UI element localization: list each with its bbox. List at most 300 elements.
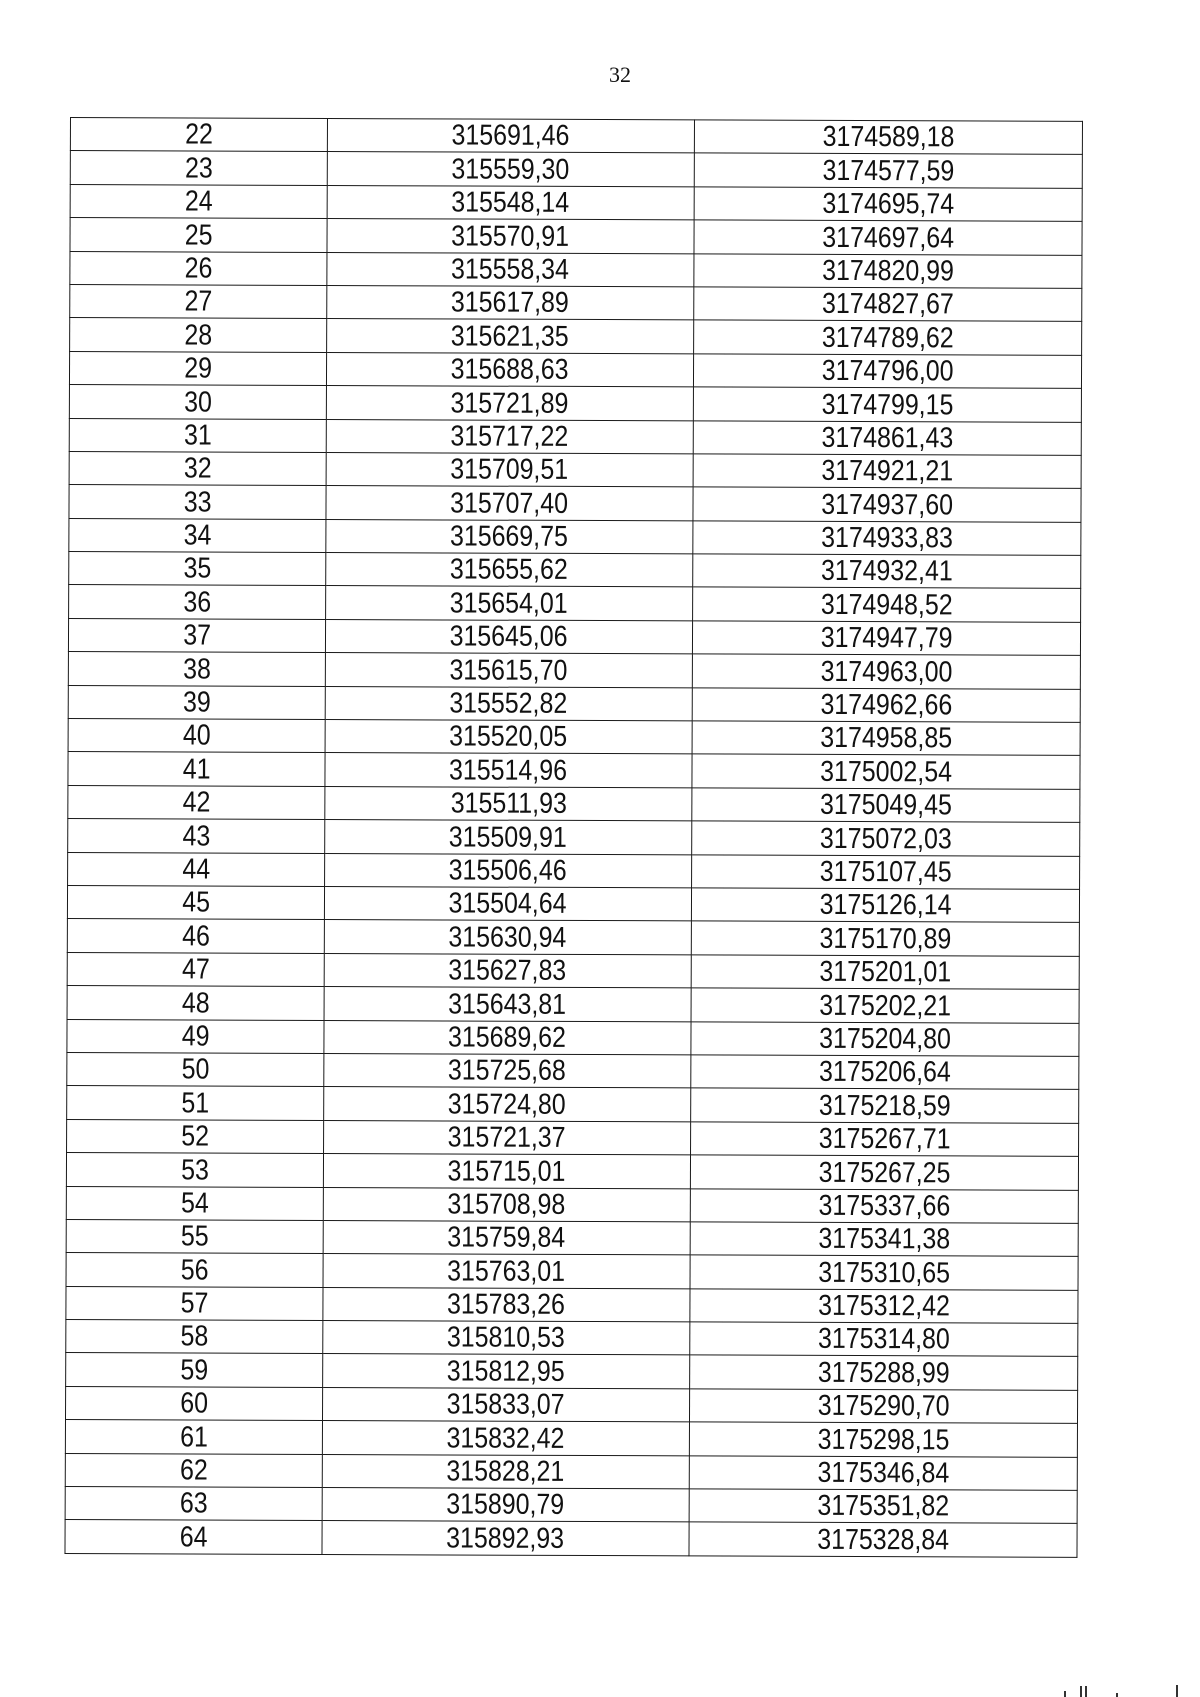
x-coordinate-cell: [322, 1487, 689, 1522]
point-number-cell: [67, 1052, 324, 1086]
x-coordinate-cell: [325, 853, 692, 888]
table-row: [68, 719, 1080, 756]
table-row: [70, 118, 1082, 155]
x-coordinate-cell: [327, 152, 694, 187]
cell-text: 315707,40: [450, 487, 569, 520]
table-row: [69, 552, 1081, 589]
point-number-cell: [66, 1253, 323, 1287]
cell-text: 38: [182, 653, 211, 686]
cell-text: 3175310,65: [818, 1256, 951, 1290]
cell-text: 62: [179, 1454, 208, 1487]
table-row: [70, 251, 1082, 288]
cell-text: 28: [184, 319, 213, 352]
cell-text: 34: [183, 519, 212, 552]
cell-text: 3175201,01: [819, 956, 952, 989]
point-number-cell: [69, 485, 326, 519]
cell-text: 315721,37: [448, 1121, 567, 1155]
cell-text: 3174962,66: [820, 688, 953, 722]
point-number-cell: [66, 1320, 323, 1354]
cell-text: 315721,89: [450, 386, 569, 420]
y-coordinate-cell: [693, 487, 1081, 522]
table-row: [66, 1219, 1078, 1256]
cell-text: 315558,34: [451, 253, 570, 286]
table-row: [69, 518, 1081, 555]
cell-text: 3175202,21: [819, 989, 952, 1022]
point-number-cell: [69, 385, 326, 419]
point-number-cell: [67, 1086, 324, 1120]
cell-text: 3175312,42: [817, 1289, 950, 1323]
point-number-cell: [67, 952, 324, 986]
x-coordinate-cell: [324, 987, 691, 1022]
cell-text: 3175346,84: [817, 1456, 950, 1490]
table-row: [68, 752, 1080, 789]
cell-text: 315691,46: [451, 119, 570, 153]
cell-text: 40: [182, 719, 211, 752]
table-row: [70, 318, 1082, 355]
cell-text: 315506,46: [449, 854, 568, 887]
x-coordinate-cell: [325, 820, 692, 855]
cell-text: 3175267,25: [818, 1156, 951, 1189]
x-coordinate-cell: [326, 419, 693, 454]
y-coordinate-cell: [691, 1088, 1079, 1123]
y-coordinate-cell: [691, 1055, 1079, 1090]
cell-text: 36: [183, 586, 212, 619]
x-coordinate-cell: [326, 352, 693, 387]
cell-text: 64: [179, 1521, 208, 1554]
cell-text: 35: [183, 552, 212, 586]
cell-text: 54: [180, 1187, 209, 1220]
y-coordinate-cell: [689, 1389, 1077, 1424]
cell-text: 61: [179, 1421, 208, 1454]
table-row: [70, 284, 1082, 321]
point-number-cell: [68, 752, 325, 786]
x-coordinate-cell: [323, 1154, 690, 1189]
table-row: [65, 1386, 1077, 1423]
point-number-cell: [69, 585, 326, 619]
cell-text: 39: [182, 686, 211, 719]
cell-text: 315717,22: [450, 420, 569, 453]
cell-text: 26: [184, 252, 213, 285]
cell-text: 3174947,79: [820, 622, 953, 655]
y-coordinate-cell: [692, 721, 1080, 756]
cell-text: 3175337,66: [818, 1189, 951, 1223]
cell-text: 57: [180, 1287, 209, 1320]
y-coordinate-cell: [690, 1155, 1078, 1190]
table-row: [67, 1119, 1079, 1156]
cell-text: 50: [181, 1053, 210, 1086]
cell-text: 315715,01: [447, 1154, 566, 1188]
cell-text: 3175267,71: [818, 1122, 951, 1156]
cell-text: 315688,63: [451, 353, 570, 387]
cell-text: 315832,42: [446, 1422, 565, 1455]
cell-text: 315548,14: [451, 186, 570, 220]
table-row: [67, 885, 1079, 922]
y-coordinate-cell: [690, 1322, 1078, 1357]
y-coordinate-cell: [693, 587, 1081, 622]
cell-text: 3174697,64: [822, 221, 954, 254]
point-number-cell: [70, 151, 327, 185]
cell-text: 31: [183, 419, 212, 452]
x-coordinate-cell: [327, 118, 694, 153]
table-row: [65, 1487, 1077, 1524]
y-coordinate-cell: [693, 554, 1081, 589]
x-coordinate-cell: [323, 1220, 690, 1255]
table-row: [70, 151, 1082, 188]
point-number-cell: [68, 685, 325, 719]
x-coordinate-cell: [325, 753, 692, 788]
table-row: [67, 986, 1079, 1023]
y-coordinate-cell: [692, 854, 1080, 889]
cell-text: 3174921,21: [821, 455, 954, 488]
point-number-cell: [65, 1487, 322, 1521]
y-coordinate-cell: [692, 788, 1080, 823]
cell-text: 3174948,52: [820, 588, 953, 622]
point-number-cell: [67, 885, 324, 919]
point-number-cell: [68, 719, 325, 753]
cell-text: 315570,91: [451, 220, 570, 253]
x-coordinate-cell: [322, 1387, 689, 1422]
x-coordinate-cell: [322, 1421, 689, 1456]
cell-text: 49: [181, 1020, 210, 1053]
point-number-cell: [65, 1453, 322, 1487]
cell-text: 3174796,00: [821, 355, 954, 388]
cell-text: 63: [179, 1487, 208, 1520]
y-coordinate-cell: [690, 1255, 1078, 1290]
cell-text: 52: [181, 1120, 210, 1153]
point-number-cell: [67, 986, 324, 1020]
y-coordinate-cell: [694, 120, 1082, 155]
x-coordinate-cell: [327, 185, 694, 220]
table-row: [66, 1153, 1078, 1190]
cell-text: 3175351,82: [817, 1490, 950, 1523]
point-number-cell: [67, 1019, 324, 1053]
table-row: [69, 585, 1081, 622]
x-coordinate-cell: [327, 285, 694, 320]
cell-text: 51: [181, 1087, 210, 1120]
cell-text: 315655,62: [450, 553, 569, 587]
point-number-cell: [68, 785, 325, 819]
table-row: [67, 919, 1079, 956]
y-coordinate-cell: [693, 420, 1081, 455]
scan-marks: [1062, 1684, 1192, 1697]
point-number-cell: [70, 284, 327, 318]
y-coordinate-cell: [691, 921, 1079, 956]
cell-text: 3174932,41: [820, 555, 953, 588]
cell-text: 25: [184, 219, 213, 252]
cell-text: 32: [183, 452, 212, 485]
cell-text: 315812,95: [447, 1355, 566, 1388]
point-number-cell: [66, 1286, 323, 1320]
x-coordinate-cell: [324, 920, 691, 955]
cell-text: 3174799,15: [821, 388, 954, 421]
cell-text: 3175072,03: [819, 822, 952, 855]
table-row: [66, 1286, 1078, 1323]
point-number-cell: [70, 218, 327, 252]
y-coordinate-cell: [690, 1222, 1078, 1257]
x-coordinate-cell: [327, 219, 694, 254]
table-row: [65, 1520, 1077, 1557]
table-row: [69, 451, 1081, 488]
cell-text: 3175170,89: [819, 922, 952, 956]
point-number-cell: [67, 919, 324, 953]
cell-text: 315520,05: [449, 720, 568, 754]
point-number-cell: [70, 251, 327, 285]
cell-text: 3174827,67: [821, 288, 954, 321]
y-coordinate-cell: [689, 1489, 1077, 1524]
table-row: [70, 218, 1082, 255]
x-coordinate-cell: [322, 1521, 689, 1556]
cell-text: 3174963,00: [820, 655, 953, 689]
point-number-cell: [67, 1119, 324, 1153]
point-number-cell: [65, 1520, 322, 1554]
cell-text: 315763,01: [447, 1255, 566, 1288]
table-row: [68, 819, 1080, 856]
x-coordinate-cell: [323, 1287, 690, 1322]
y-coordinate-cell: [692, 754, 1080, 789]
cell-text: 3175002,54: [820, 755, 952, 789]
cell-text: 315643,81: [448, 988, 567, 1021]
table-row: [67, 1086, 1079, 1123]
table-row: [66, 1186, 1078, 1223]
table-row: [69, 485, 1081, 522]
cell-text: 27: [184, 285, 213, 318]
cell-text: 33: [183, 486, 212, 519]
cell-text: 41: [182, 753, 211, 786]
y-coordinate-cell: [692, 688, 1080, 723]
cell-text: 3175206,64: [818, 1056, 951, 1089]
table-row: [66, 1253, 1078, 1290]
cell-text: 3175328,84: [817, 1523, 949, 1557]
x-coordinate-cell: [325, 720, 692, 755]
x-coordinate-cell: [327, 252, 694, 287]
cell-text: 30: [183, 385, 212, 419]
y-coordinate-cell: [692, 654, 1080, 689]
y-coordinate-cell: [694, 253, 1082, 288]
x-coordinate-cell: [325, 686, 692, 721]
cell-text: 3175341,38: [818, 1223, 951, 1256]
cell-text: 315621,35: [451, 320, 570, 353]
point-number-cell: [69, 451, 326, 485]
cell-text: 315654,01: [450, 587, 569, 620]
cell-text: 3175218,59: [818, 1089, 951, 1123]
x-coordinate-cell: [323, 1354, 690, 1389]
cell-text: 3174933,83: [820, 521, 953, 555]
cell-text: 43: [182, 820, 211, 853]
point-number-cell: [69, 518, 326, 552]
point-number-cell: [66, 1219, 323, 1253]
cell-text: 3174589,18: [822, 121, 955, 154]
cell-text: 3175314,80: [817, 1323, 950, 1356]
coordinates-table-body: [65, 118, 1083, 1558]
cell-text: 3174577,59: [822, 154, 955, 188]
point-number-cell: [69, 351, 326, 385]
cell-text: 59: [180, 1354, 209, 1387]
cell-text: 24: [184, 185, 213, 218]
cell-text: 315617,89: [451, 286, 570, 320]
cell-text: 315509,91: [449, 821, 568, 854]
y-coordinate-cell: [691, 988, 1079, 1023]
table-row: [67, 1052, 1079, 1089]
cell-text: 53: [181, 1153, 209, 1187]
cell-text: 315559,30: [451, 153, 570, 186]
x-coordinate-cell: [324, 1053, 691, 1088]
table-row: [68, 785, 1080, 822]
cell-text: 315645,06: [449, 620, 569, 654]
table-row: [65, 1453, 1077, 1490]
x-coordinate-cell: [327, 319, 694, 354]
cell-text: 315725,68: [448, 1054, 567, 1088]
point-number-cell: [68, 652, 325, 686]
x-coordinate-cell: [323, 1187, 690, 1222]
x-coordinate-cell: [325, 619, 692, 654]
cell-text: 60: [180, 1387, 208, 1420]
y-coordinate-cell: [691, 1021, 1079, 1056]
cell-text: 315630,94: [448, 921, 567, 954]
point-number-cell: [70, 184, 327, 218]
point-number-cell: [70, 318, 327, 352]
cell-text: 315511,93: [450, 787, 567, 821]
cell-text: 56: [180, 1254, 209, 1287]
y-coordinate-cell: [694, 320, 1082, 355]
table-row: [69, 351, 1081, 388]
table-row: [67, 1019, 1079, 1056]
cell-text: 3174937,60: [821, 488, 953, 522]
x-coordinate-cell: [326, 519, 693, 554]
cell-text: 315810,53: [447, 1321, 566, 1355]
coordinates-table: [64, 117, 1083, 1558]
cell-text: 22: [184, 118, 213, 151]
page-number: 32: [609, 62, 631, 87]
cell-text: 315708,98: [447, 1188, 566, 1221]
y-coordinate-cell: [691, 955, 1079, 990]
table-row: [70, 184, 1082, 221]
table-row: [69, 385, 1081, 422]
x-coordinate-cell: [325, 653, 692, 688]
cell-text: 315892,93: [446, 1522, 565, 1555]
x-coordinate-cell: [324, 1120, 691, 1155]
cell-text: 3175298,15: [817, 1423, 950, 1457]
cell-text: 46: [181, 920, 210, 953]
y-coordinate-cell: [694, 287, 1082, 322]
cell-text: 315615,70: [449, 654, 568, 687]
point-number-cell: [66, 1153, 323, 1187]
cell-text: 37: [183, 619, 211, 652]
x-coordinate-cell: [322, 1454, 689, 1489]
x-coordinate-cell: [326, 586, 693, 621]
y-coordinate-cell: [694, 220, 1082, 255]
y-coordinate-cell: [691, 1122, 1079, 1157]
point-number-cell: [68, 852, 325, 886]
cell-text: 48: [181, 986, 210, 1020]
y-coordinate-cell: [693, 454, 1081, 489]
table-row: [69, 418, 1081, 455]
cell-text: 3175290,70: [817, 1390, 950, 1423]
y-coordinate-cell: [693, 521, 1081, 556]
cell-text: 3174958,85: [820, 722, 953, 755]
table-row: [66, 1320, 1078, 1357]
cell-text: 315828,21: [446, 1455, 565, 1488]
table-row: [65, 1420, 1077, 1457]
x-coordinate-cell: [324, 1087, 691, 1122]
y-coordinate-cell: [692, 621, 1080, 656]
table-row: [68, 685, 1080, 722]
cell-text: 315890,79: [446, 1488, 565, 1522]
point-number-cell: [65, 1420, 322, 1454]
cell-text: 58: [180, 1320, 209, 1353]
cell-text: 23: [184, 152, 213, 185]
cell-text: 3174789,62: [821, 321, 954, 355]
y-coordinate-cell: [689, 1422, 1077, 1457]
point-number-cell: [68, 618, 325, 652]
y-coordinate-cell: [694, 153, 1082, 188]
point-number-cell: [70, 118, 327, 152]
point-number-cell: [68, 819, 325, 853]
cell-text: 3175107,45: [819, 855, 952, 889]
y-coordinate-cell: [691, 888, 1079, 923]
table-row: [68, 652, 1080, 689]
y-coordinate-cell: [690, 1355, 1078, 1390]
x-coordinate-cell: [324, 953, 691, 988]
x-coordinate-cell: [326, 486, 693, 521]
y-coordinate-cell: [690, 1188, 1078, 1223]
cell-text: 315759,84: [447, 1221, 566, 1255]
cell-text: 45: [182, 886, 210, 919]
cell-text: 315627,83: [448, 954, 567, 988]
cell-text: 3175049,45: [819, 789, 952, 822]
y-coordinate-cell: [689, 1456, 1077, 1491]
y-coordinate-cell: [689, 1522, 1077, 1557]
cell-text: 3175288,99: [817, 1356, 950, 1390]
x-coordinate-cell: [323, 1321, 690, 1356]
cell-text: 47: [181, 953, 210, 986]
cell-text: 315689,62: [448, 1021, 567, 1054]
cell-text: 29: [184, 352, 212, 385]
y-coordinate-cell: [694, 187, 1082, 222]
cell-text: 3174861,43: [821, 421, 954, 455]
x-coordinate-cell: [325, 786, 692, 821]
cell-text: 315552,82: [449, 687, 568, 720]
y-coordinate-cell: [690, 1289, 1078, 1324]
cell-text: 315669,75: [450, 520, 569, 553]
x-coordinate-cell: [326, 386, 693, 421]
point-number-cell: [69, 552, 326, 586]
cell-text: 44: [182, 853, 211, 886]
table-row: [66, 1353, 1078, 1390]
point-number-cell: [69, 418, 326, 452]
x-coordinate-cell: [324, 1020, 691, 1055]
cell-text: 315833,07: [447, 1388, 566, 1422]
y-coordinate-cell: [693, 354, 1081, 389]
x-coordinate-cell: [326, 452, 693, 487]
cell-text: 55: [180, 1220, 209, 1253]
table-row: [67, 952, 1079, 989]
x-coordinate-cell: [326, 553, 693, 588]
cell-text: 315504,64: [448, 887, 567, 921]
cell-text: 3174820,99: [821, 254, 954, 288]
point-number-cell: [66, 1186, 323, 1220]
y-coordinate-cell: [693, 387, 1081, 422]
cell-text: 315724,80: [448, 1088, 567, 1121]
cell-text: 3174695,74: [822, 188, 955, 221]
x-coordinate-cell: [324, 886, 691, 921]
cell-text: 315709,51: [450, 453, 569, 487]
table-row: [68, 852, 1080, 889]
point-number-cell: [66, 1353, 323, 1387]
table-row: [68, 618, 1080, 655]
cell-text: 42: [182, 786, 211, 819]
point-number-cell: [65, 1386, 322, 1420]
x-coordinate-cell: [323, 1254, 690, 1289]
